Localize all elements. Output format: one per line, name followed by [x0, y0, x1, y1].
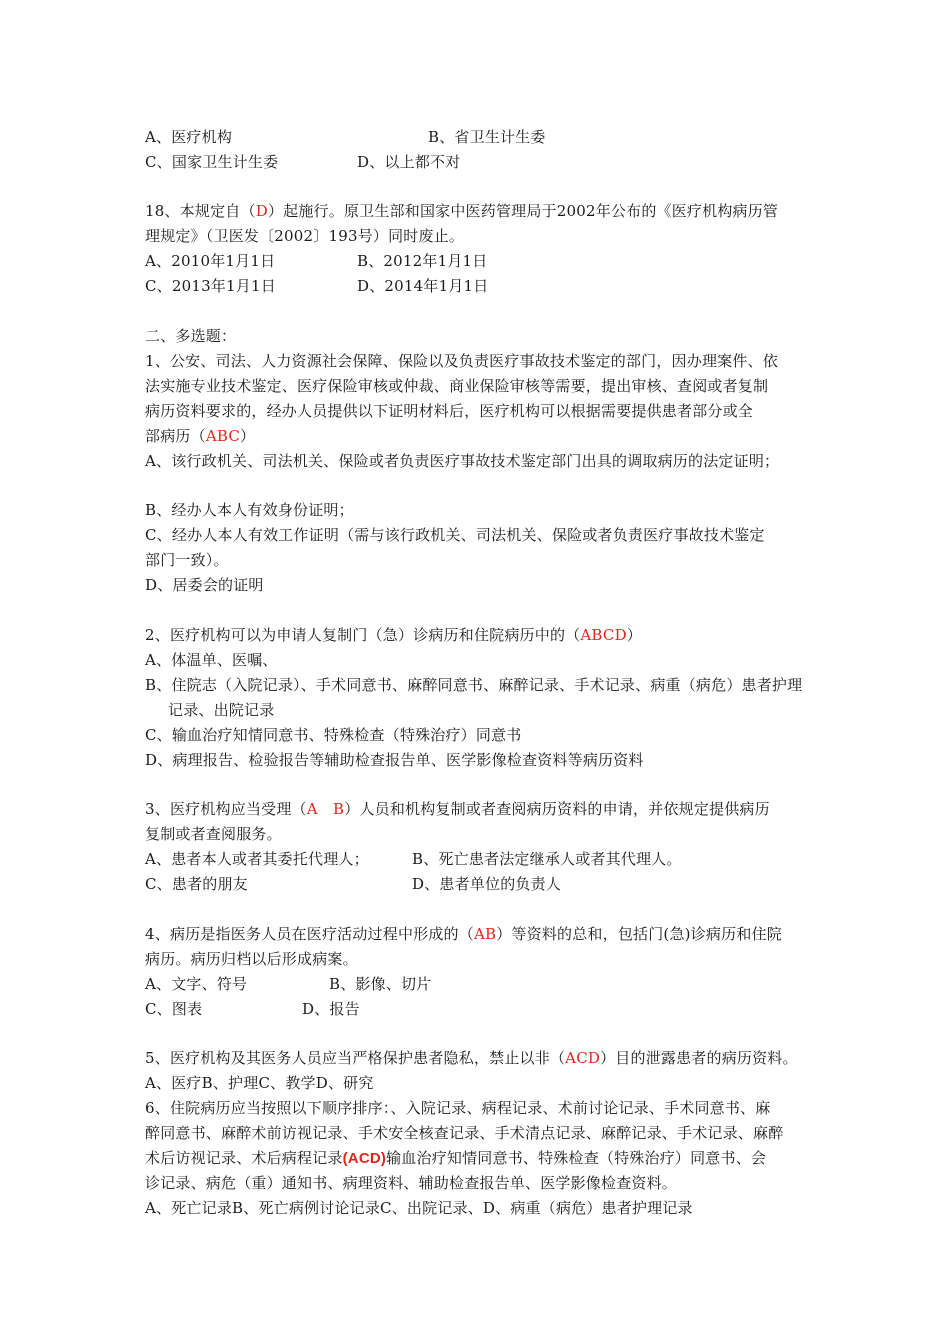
m2-option-a: A、体温单、医嘱、	[145, 651, 278, 669]
m1-question-line-1: 1、公安、司法、人力资源社会保障、保险以及负责医疗事故技术鉴定的部门，因办理案件、依	[145, 352, 778, 370]
m3-answer: A B	[306, 800, 345, 818]
m1-question-line-4	[145, 426, 255, 446]
m4-option-a: A、文字、符号	[145, 975, 248, 993]
m1-option-b: B、经办人本人有效身份证明；	[145, 501, 354, 519]
q18-text-cont: ）起施行。原卫生部和国家中医药管理局于2002年公布的《医疗机构病历管	[267, 202, 779, 220]
m5-options: A、医疗B、护理C、教学D、研究	[145, 1074, 374, 1092]
m2-text: 2、医疗机构可以为申请人复制门（急）诊病历和住院病历中的（	[145, 626, 581, 644]
q17-option-a: A、医疗机构	[145, 128, 233, 146]
q18-option-c: C、2013年1月1日	[145, 277, 276, 295]
m6-question-line-4: 诊记录、病危（重）通知书、病理资料、辅助检查报告单、医学影像检查资料。	[145, 1174, 678, 1192]
m1-answer: ABC	[205, 427, 241, 445]
m2-option-c: C、输血治疗知情同意书、特殊检查（特殊治疗）同意书	[145, 726, 522, 744]
m6-question-line-3	[145, 1148, 766, 1169]
q17-option-d: D、以上都不对	[357, 153, 461, 171]
m4-option-c: C、图表	[145, 1000, 203, 1018]
m6-answer: (ACD)	[342, 1150, 387, 1167]
m3-text-cont: ）人员和机构复制或者查阅病历资料的申请，并依规定提供病历	[344, 800, 770, 818]
q18-question-line-1	[145, 201, 778, 221]
m4-question-line-2: 病历。病历归档以后形成病案。	[145, 950, 358, 968]
m2-option-d: D、病理报告、检验报告等辅助检查报告单、医学影像检查资料等病历资料	[145, 751, 644, 769]
q18-text: 18、本规定自（	[145, 202, 256, 220]
m6-question-line-1: 6、住院病历应当按照以下顺序排序：、入院记录、病程记录、术前讨论记录、手术同意书、麻	[145, 1099, 771, 1117]
m6-options: A、死亡记录B、死亡病例讨论记录C、出院记录、D、病重（病危）患者护理记录	[145, 1199, 693, 1217]
m1-option-c-line-2: 部门一致）。	[145, 551, 229, 569]
m5-answer: ACD	[565, 1049, 601, 1067]
m1-text: 部病历（	[145, 427, 206, 445]
m3-option-c: C、患者的朋友	[145, 875, 248, 893]
m2-option-b-line-1: B、住院志（入院记录）、手术同意书、麻醉同意书、麻醉记录、手术记录、病重（病危）患者护理	[145, 676, 803, 694]
m3-question-line-2: 复制或者查阅服务。	[145, 825, 282, 843]
q17-option-b: B、省卫生计生委	[428, 128, 546, 146]
q18-question-line-2: 理规定》（卫医发〔2002〕193号）同时废止。	[145, 227, 465, 245]
m3-question-line-1	[145, 799, 770, 819]
m6-question-line-2: 醉同意书、麻醉术前访视记录、手术安全核查记录、手术清点记录、麻醉记录、手术记录、麻醉	[145, 1124, 784, 1142]
m2-text-cont: ）	[626, 626, 642, 644]
m3-option-a: A、患者本人或者其委托代理人；	[145, 850, 369, 868]
q17-option-c: C、国家卫生计生委	[145, 153, 279, 171]
m1-option-d: D、居委会的证明	[145, 576, 264, 594]
q18-answer: D	[255, 202, 268, 220]
m4-question-line-1	[145, 924, 782, 944]
m2-question-line-1	[145, 625, 642, 645]
m3-option-b: B、死亡患者法定继承人或者其代理人。	[412, 850, 682, 868]
section-title-multiple-choice: 二、多选题：	[145, 327, 237, 345]
m2-option-b-line-2: 记录、出院记录	[168, 701, 275, 719]
m2-answer: ABCD	[580, 626, 627, 644]
q18-option-b: B、2012年1月1日	[357, 252, 488, 270]
m4-text-cont: ）等资料的总和，包括门(急)诊病历和住院	[496, 925, 782, 943]
m4-answer: AB	[473, 925, 497, 943]
m5-text: 5、医疗机构及其医务人员应当严格保护患者隐私，禁止以非（	[145, 1049, 566, 1067]
m1-option-a: A、该行政机关、司法机关、保险或者负责医疗事故技术鉴定部门出具的调取病历的法定证明；	[145, 452, 780, 470]
q18-option-a: A、2010年1月1日	[145, 252, 276, 270]
m6-text: 术后访视记录、术后病程记录	[145, 1149, 343, 1167]
m1-question-line-2: 法实施专业技术鉴定、医疗保险审核或仲裁、商业保险审核等需要，提出审核、查阅或者复制	[145, 377, 769, 395]
m1-option-c-line-1: C、经办人本人有效工作证明（需与该行政机关、司法机关、保险或者负责医疗事故技术鉴定	[145, 526, 765, 544]
m5-text-cont: ）目的泄露患者的病历资料。	[600, 1049, 798, 1067]
m3-option-d: D、患者单位的负责人	[412, 875, 562, 893]
m1-question-line-3: 病历资料要求的，经办人员提供以下证明材料后，医疗机构可以根据需要提供患者部分或全	[145, 402, 754, 420]
m1-text-cont: ）	[240, 427, 256, 445]
m3-text: 3、医疗机构应当受理（	[145, 800, 307, 818]
m4-text: 4、病历是指医务人员在医疗活动过程中形成的（	[145, 925, 474, 943]
q18-option-d: D、2014年1月1日	[357, 277, 489, 295]
m6-text-cont: 输血治疗知情同意书、特殊检查（特殊治疗）同意书、会	[386, 1149, 767, 1167]
m4-option-b: B、影像、切片	[329, 975, 432, 993]
m5-question-line-1	[145, 1048, 798, 1068]
m4-option-d: D、报告	[302, 1000, 360, 1018]
